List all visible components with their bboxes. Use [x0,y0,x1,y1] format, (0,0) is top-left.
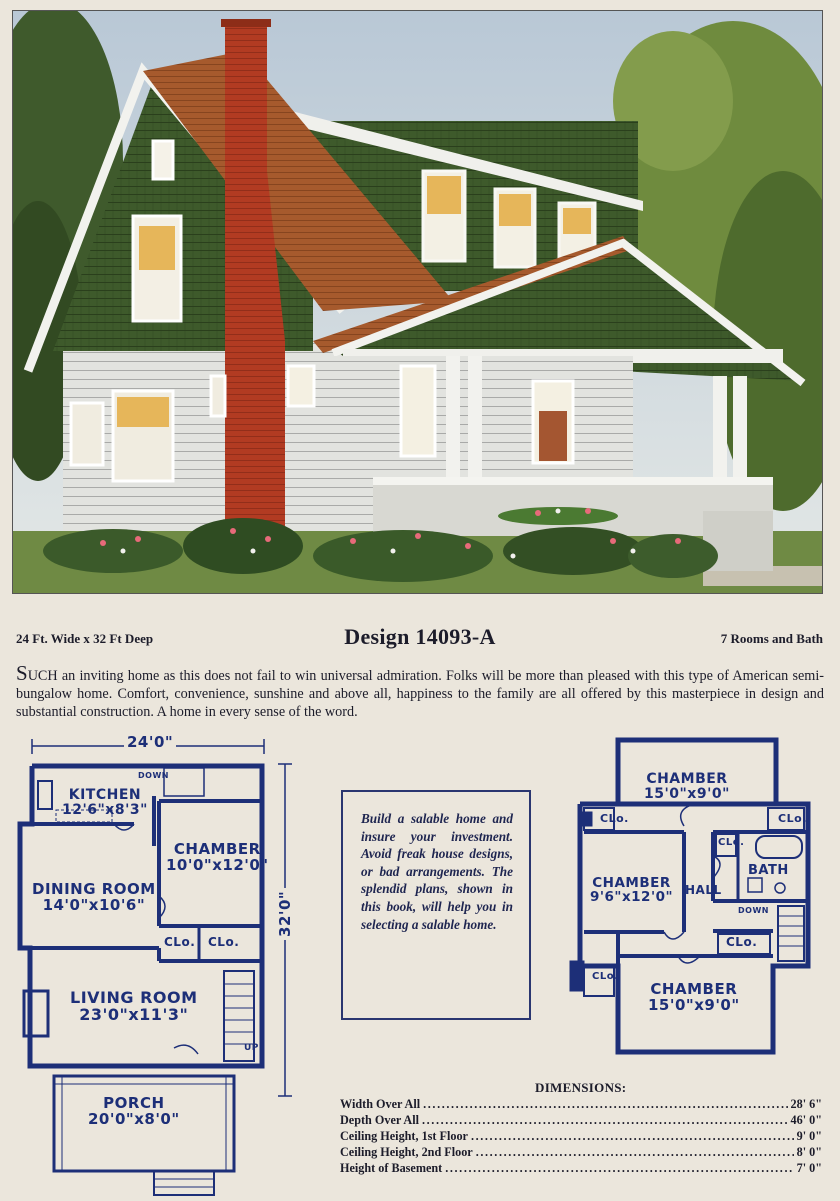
dimension-value: 7' 0" [796,1161,822,1175]
dimension-value: 9' 0" [796,1129,822,1143]
chamber-bottom-name: CHAMBER [650,980,738,998]
description-text: UCH an inviting home as this does not fail to win universal admiration. Folks will be more than pleased with this type of American semi-bungalow home. Comfort, convenience, sunshine and above all, happiness to the family are all offered by this masterpiece in design and substantial construction. A home in every sense of the word. [16,668,824,720]
living-room-name: LIVING ROOM [70,988,198,1007]
second-floor-plan [568,736,826,1056]
closet-label-3: CLo. [718,837,745,848]
closet-label-4: CLo. [726,935,758,949]
chamber-bottom-size: 15'0"x9'0" [648,995,740,1014]
dimension-row [340,1145,822,1161]
dining-room-label [32,882,156,914]
house-size: 24 Ft. Wide x 32 Ft Deep [16,631,154,646]
first-floor-depth: 32'0" [278,888,294,940]
stair-down-label-2: DOWN [738,906,769,915]
dimension-label: Ceiling Height, 2nd Floor [340,1145,473,1159]
chamber-mid-label [590,876,673,904]
closet-label-b: CLo. [208,935,240,949]
stair-down-label: DOWN [138,771,169,780]
closet-label-5: CLo. [592,971,619,982]
chamber-size: 10'0"x12'0" [166,855,269,874]
hall-label: HALL [685,883,722,897]
closet-label-1: CLo. [600,812,629,825]
dimension-row [340,1129,822,1145]
porch-label [88,1096,180,1128]
first-floor-width: 24'0" [124,735,176,751]
porch-size: 20'0"x8'0" [88,1109,180,1128]
dimension-label: Width Over All [340,1097,421,1111]
dimensions-heading: DIMENSIONS: [535,1080,627,1095]
promo-box [341,790,531,1020]
dimension-value: 46' 0" [790,1113,822,1127]
drop-cap: S [16,661,28,685]
chamber-top-size: 15'0"x9'0" [644,785,730,802]
bath-label: BATH [748,863,789,878]
closet-label-a: CLo. [164,935,196,949]
chamber-top-label [644,772,730,801]
dimension-label: Height of Basement [340,1161,443,1175]
dimension-row [340,1113,822,1129]
kitchen-name: KITCHEN [68,787,142,803]
chamber-label [166,842,269,874]
chamber-mid-name: CHAMBER [592,875,671,891]
design-description [16,661,824,721]
first-floor-plan [14,733,304,1196]
dimension-row [340,1161,822,1177]
chamber-mid-size: 9'6"x12'0" [590,889,674,906]
chamber-bottom-label [648,982,740,1014]
dining-room-name: DINING ROOM [32,880,156,898]
dimension-label: Ceiling Height, 1st Floor [340,1129,468,1143]
stair-up-label: UP [244,1043,259,1053]
dining-room-size: 14'0"x10'6" [42,895,146,914]
kitchen-label [62,788,148,817]
dimension-label: Depth Over All [340,1113,419,1127]
porch-name: PORCH [103,1094,165,1112]
closet-label-2: CLo. [778,812,807,825]
living-room-size: 23'0"x11'3" [79,1004,189,1024]
dimension-value: 8' 0" [796,1145,822,1159]
design-title: Design 14093-A [344,624,496,649]
room-count: 7 Rooms and Bath [720,631,823,646]
dimensions-table [340,1097,822,1177]
chamber-name: CHAMBER [173,840,261,858]
living-room-label [70,990,198,1024]
chamber-top-name: CHAMBER [646,771,728,787]
dimension-row [340,1097,822,1113]
kitchen-size: 12'6"x8'3" [62,801,148,818]
dimension-value: 28' 6" [790,1097,822,1111]
house-illustration [12,10,823,594]
promo-text: Build a salable home and insure your investment. Avoid freak house designs, or bad arrangements. The splendid plans, shown in this book, will help you in selecting a salable home. [361,811,513,932]
